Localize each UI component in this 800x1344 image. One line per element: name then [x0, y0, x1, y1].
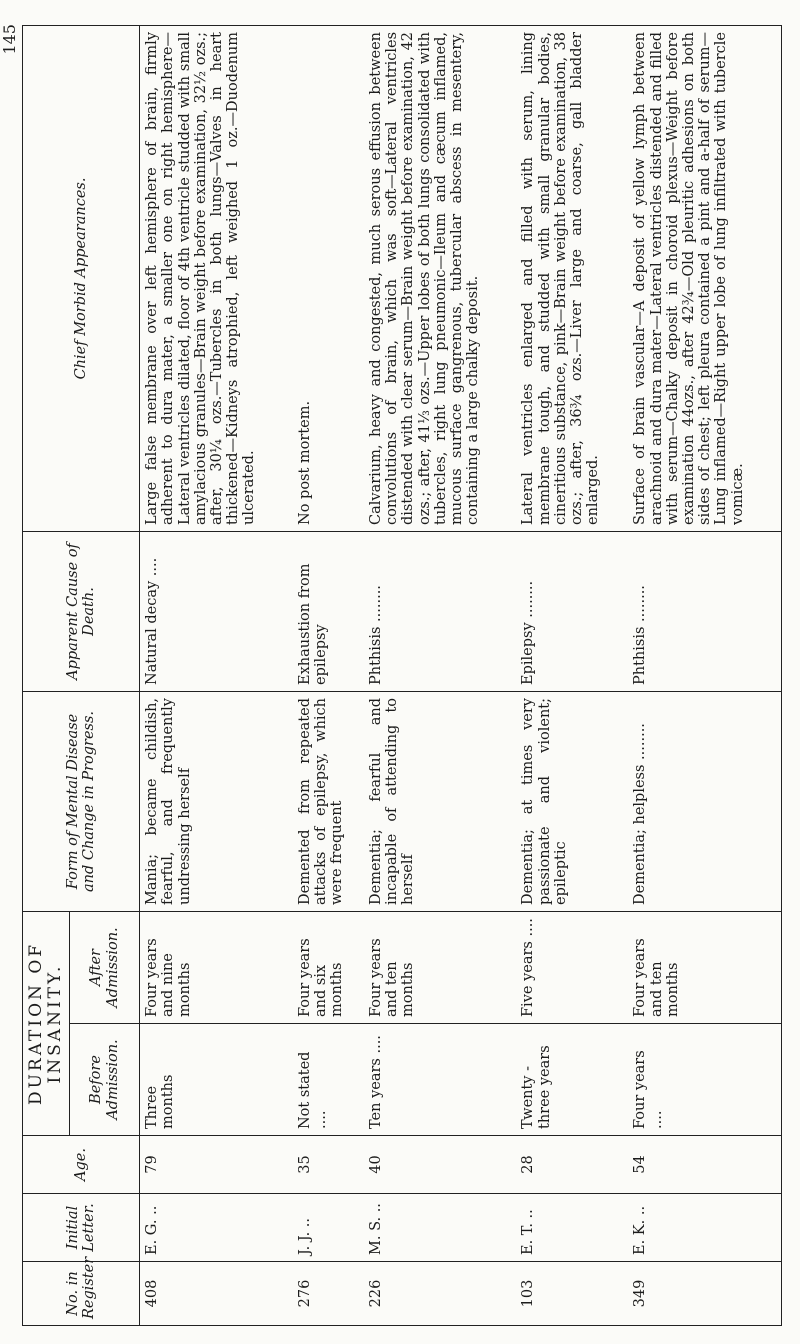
page-number: 145 — [0, 24, 19, 55]
cell-form: Dementia; helpless ........ — [628, 691, 781, 911]
cell-after: Four years and ten months — [628, 911, 781, 1023]
cell-form: Dementia; at times very passionate and violent; epileptic — [516, 691, 628, 911]
cell-after: Four years and six months — [293, 911, 364, 1023]
cell-form: Demented from repeated attacks of epilepsy, which were frequent — [293, 691, 364, 911]
header-form: Form of Mental Disease and Change in Progress. — [23, 691, 140, 911]
cell-no: 349 — [628, 1262, 781, 1326]
cell-before: Three months — [140, 1024, 293, 1136]
header-after: After Admission. — [70, 911, 140, 1023]
cell-cause: Phthisis ........ — [364, 531, 517, 691]
cell-before: Not stated .... — [293, 1024, 364, 1136]
header-before: Before Admission. — [70, 1024, 140, 1136]
cell-initial: E. T. .. — [516, 1194, 628, 1262]
cell-initial: J. J. .. — [293, 1194, 364, 1262]
header-age: Age. — [23, 1136, 140, 1194]
cell-age: 40 — [364, 1136, 517, 1194]
cell-before: Ten years .... — [364, 1024, 517, 1136]
table-row — [293, 25, 364, 1325]
table-row — [140, 25, 293, 1325]
cell-age: 28 — [516, 1136, 628, 1194]
cell-initial: M. S. .. — [364, 1194, 517, 1262]
cell-form: Mania; became childish, fearful, and frequently undressing herself — [140, 691, 293, 911]
header-duration: DURATION OF INSANITY. — [23, 911, 70, 1135]
cell-cause: Phthisis ........ — [628, 531, 781, 691]
cell-age: 79 — [140, 1136, 293, 1194]
cell-initial: E. K. .. — [628, 1194, 781, 1262]
cell-morbid: Surface of brain vascular—A deposit of yellow lymph between arachnoid and dura mater—Lateral ventricles distended and filled with serum—Chalky deposit in choroid plexus—Weight before examination 44ozs., after 42¾—Old pleuritic adhesions on both sides of chest; left pleura contained a pint and a-half of serum—Lung inflamed—Right upper lobe of lung infiltrated with tubercle vomicæ. — [628, 25, 781, 531]
table-row — [628, 25, 781, 1325]
cell-cause: Natural decay .... — [140, 531, 293, 691]
cell-no: 408 — [140, 1262, 293, 1326]
cell-initial: E. G. .. — [140, 1194, 293, 1262]
cell-morbid: No post mortem. — [293, 25, 364, 531]
cell-no: 226 — [364, 1262, 517, 1326]
cell-age: 35 — [293, 1136, 364, 1194]
header-no: No. in Register — [23, 1262, 140, 1326]
cell-no: 103 — [516, 1262, 628, 1326]
cell-before: Four years .... — [628, 1024, 781, 1136]
cell-morbid: Lateral ventricles enlarged and filled with serum, lining membrane tough, and studded with small granular bodies, cineritious substance, pink—Brain weight before examination, 38 ozs.; after, 36¾ ozs.—Liver large and coarse, gall bladder enlarged. — [516, 25, 628, 531]
header-morbid: Chief Morbid Appearances. — [23, 25, 140, 531]
cell-no: 276 — [293, 1262, 364, 1326]
header-initial: Initial Letter. — [23, 1194, 140, 1262]
cell-after: Four years and nine months — [140, 911, 293, 1023]
cell-before: Twenty - three years — [516, 1024, 628, 1136]
cell-age: 54 — [628, 1136, 781, 1194]
header-cause: Apparent Cause of Death. — [23, 531, 140, 691]
table-row — [364, 25, 517, 1325]
table-row — [516, 25, 628, 1325]
cell-form: Dementia; fearful and incapable of attending to herself — [364, 691, 517, 911]
cell-after: Five years .... — [516, 911, 628, 1023]
cell-after: Four years and ten months — [364, 911, 517, 1023]
cell-cause: Exhaustion from epilepsy — [293, 531, 364, 691]
cell-morbid: Calvarium, heavy and congested, much serous effusion between convolutions of brain, which was soft—Lateral ventricles distended with clear serum—Brain weight before examination, 42 ozs.; after, 41⅓ ozs.—Upper lobes of both lungs consolidated with tubercles, right lung pneumonic—Ileum and cæcum inflamed, mucous surface gangrenous, tubercular abscess in mesentery, containing a large chalky deposit. — [364, 25, 517, 531]
case-table — [22, 25, 782, 1326]
cell-cause: Epilepsy ........ — [516, 531, 628, 691]
cell-morbid: Large false membrane over left hemisphere of brain, firmly adherent to dura mater, a smaller one on right hemisphere—Lateral ventricles dilated, floor of 4th ventricle studded with small amylacious granules—Brain weight before examination, 32½ ozs.; after, 30¼ ozs.—Tubercles in both lungs—Valves in heart thickened—Kidneys atrophied, left weighed 1 oz.—Duodenum ulcerated. — [140, 25, 293, 531]
